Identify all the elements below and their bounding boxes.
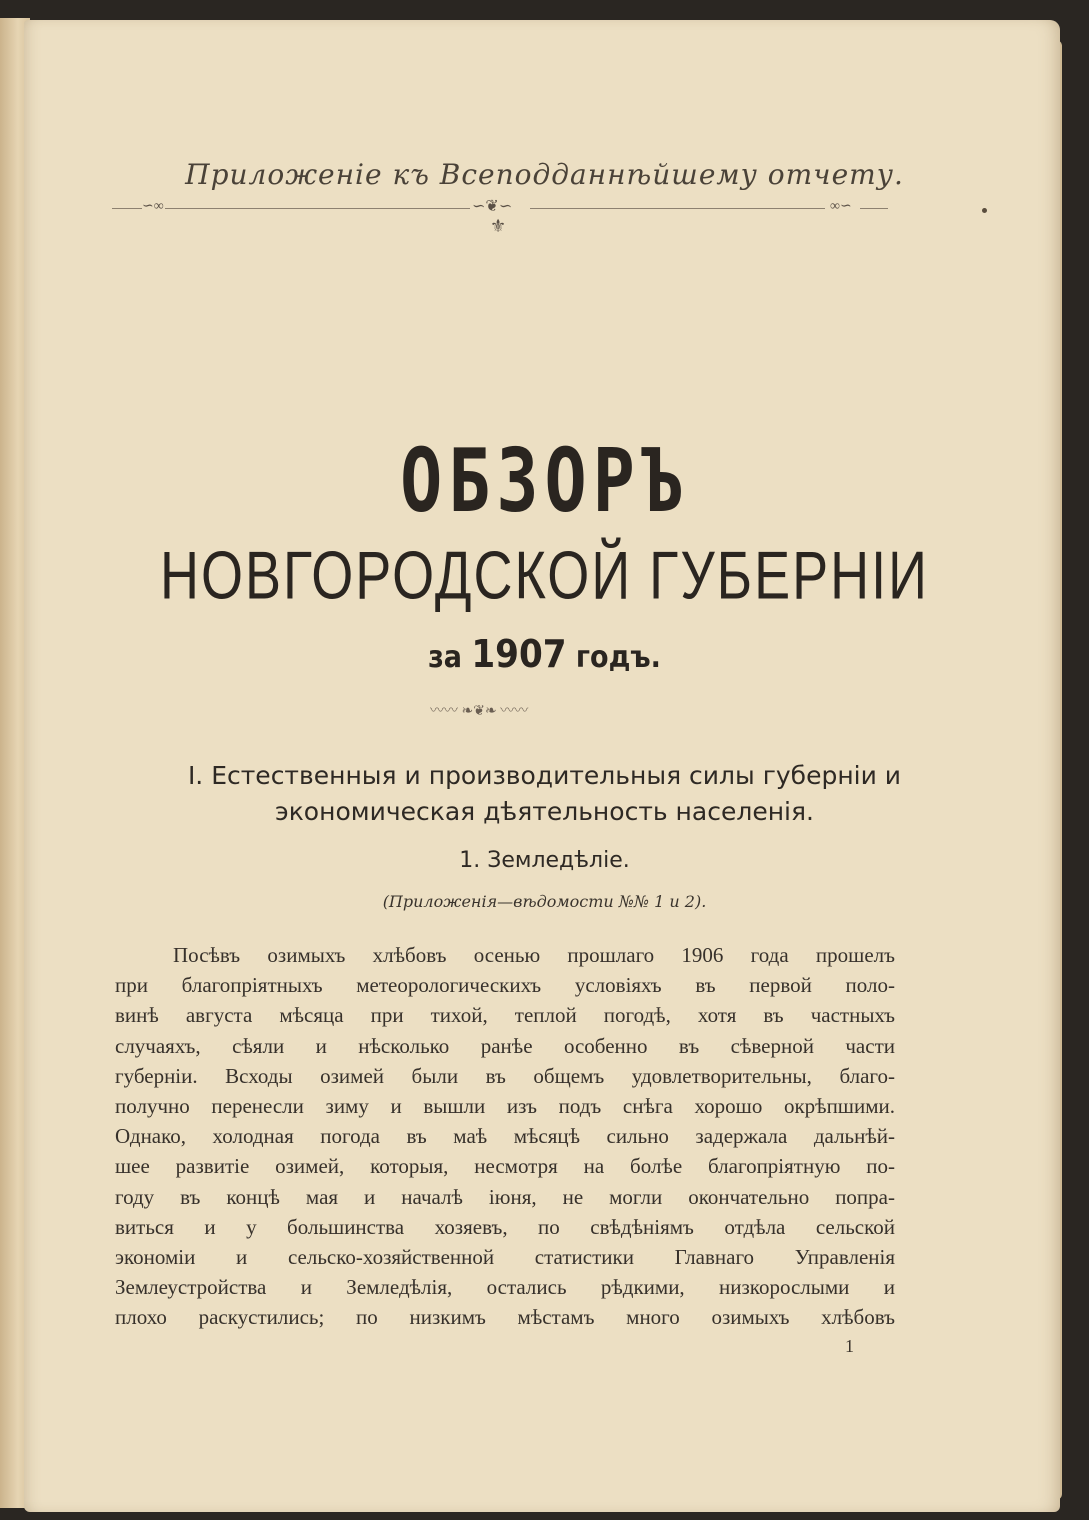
body-line: при благопрiятныхъ метеорологическихъ условiяхъ въ первой поло-	[115, 973, 895, 998]
title-divider-icon: 〰〰 ❧❦❧ 〰〰	[430, 704, 529, 719]
body-line: Однако, холодная погода въ маѣ мѣсяцѣ сильно задержала дальнѣй-	[115, 1124, 895, 1149]
header-rule-tip-left	[112, 208, 142, 209]
title-main: ОБЗОРЪ	[400, 429, 689, 533]
body-line: году въ концѣ мая и началѣ iюня, не могли окончательно попра-	[115, 1184, 895, 1209]
header-rule-right	[530, 208, 825, 209]
header-annex-line: Приложенiе къ Всеподданнѣйшему отчету.	[185, 158, 904, 191]
title-region: НОВГОРОДСКОЙ ГУБЕРНIИ	[160, 538, 929, 614]
body-line: шее развитiе озимей, которыя, несмотря на болѣе благопрiятную по-	[115, 1154, 895, 1179]
ornament-drop-icon: ⚜	[490, 216, 507, 236]
page-number: 1	[845, 1336, 854, 1356]
body-line: Землеустройства и Земледѣлiя, остались рѣдкими, низкорослыми и	[115, 1275, 895, 1300]
section-heading-line1: I. Естественныя и производительныя силы губернiи и	[187, 761, 902, 790]
body-line: плохо раскустились; по низкимъ мѣстамъ много озимыхъ хлѣбовъ	[115, 1305, 895, 1330]
ornament-right-icon: ∞∽	[830, 199, 852, 214]
body-line: экономiи и сельско-хозяйственной статистики Главнаго Управленiя	[115, 1245, 895, 1270]
title-year	[0, 632, 1089, 676]
section-heading-line2: экономическая дѣятельность населенiя.	[274, 797, 814, 826]
body-line: губернiи. Всходы озимей были въ общемъ удовлетворительны, благо-	[115, 1063, 895, 1088]
body-line: Посѣвъ озимыхъ хлѣбовъ осенью прошлаго 1906 года прошелъ	[173, 943, 895, 967]
year-suffix: годъ.	[575, 640, 661, 675]
body-line: винѣ августа мѣсяца при тихой, теплой погодѣ, хотя въ частныхъ	[115, 1003, 895, 1028]
year-prefix: за	[428, 640, 462, 675]
header-rule-left	[165, 208, 470, 209]
header-rule-tip-right	[860, 208, 888, 209]
ornament-left-icon: ∽∞	[142, 199, 164, 214]
body-line: виться и у большинства хозяевъ, по свѣдѣнiямъ отдѣла сельской	[115, 1214, 895, 1239]
year-value: 1907	[471, 632, 567, 676]
ornament-center-icon: ∽❦∽	[472, 198, 513, 215]
ink-spot	[982, 208, 987, 213]
body-line: случаяхъ, сѣяли и нѣсколько ранѣе особенно въ сѣверной части	[115, 1033, 895, 1058]
subsection-title: 1. Земледѣлiе.	[459, 848, 630, 873]
body-text	[115, 940, 895, 1333]
body-line: получно перенесли зиму и вышли изъ подъ снѣга хорошо окрѣпшими.	[115, 1094, 895, 1119]
subsection-note: (Приложенiя—вѣдомости №№ 1 и 2).	[382, 892, 707, 911]
